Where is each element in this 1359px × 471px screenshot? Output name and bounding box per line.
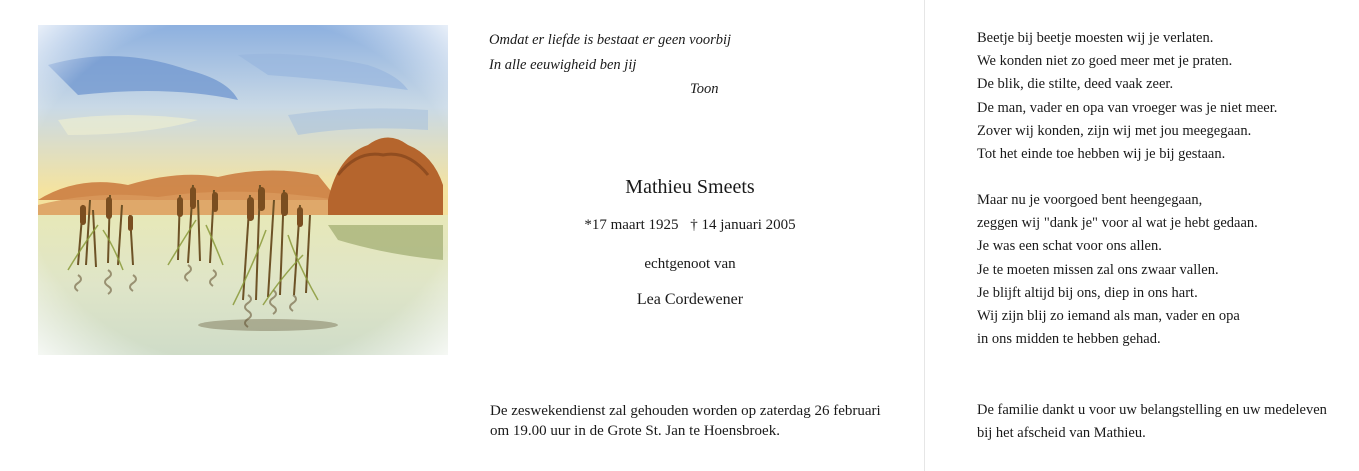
quote-author: Toon [690,81,719,97]
fold-line [924,0,925,471]
poem-line: Maar nu je voorgoed bent heengegaan, [977,192,1203,208]
deceased-name: Mathieu Smeets [625,176,755,198]
birth-date: *17 maart 1925 [584,217,679,233]
thanks-line: De familie dankt u voor uw belangstelling en uw medeleven [977,402,1327,418]
watercolor-lake-painting [38,25,448,355]
service-line: om 19.00 uur in de Grote St. Jan te Hoensbroek. [490,423,780,439]
poem-line: De man, vader en opa van vroeger was je niet meer. [977,99,1278,116]
death-date: † 14 januari 2005 [690,217,796,233]
poem-line: Beetje bij beetje moesten wij je verlaten. [977,30,1214,46]
poem-line: in ons midden te hebben gehad. [977,331,1161,348]
poem-line: Je blijft altijd bij ons, diep in ons hart. [977,284,1198,301]
poem-line: We konden niet zo goed meer met je praten. [977,53,1233,70]
poem-line: zeggen wij "dank je" voor al wat je hebt gedaan. [977,215,1258,232]
poem-line: De blik, die stilte, deed vaak zeer. [977,76,1174,93]
poem-line: Zover wij konden, zijn wij met jou meegegaan. [977,122,1252,139]
quote-line-2: In alle eeuwigheid ben jij [489,57,637,73]
poem-line: Wij zijn blij zo iemand als man, vader en opa [977,308,1240,325]
service-announcement [490,401,881,441]
service-line: De zeswekendienst zal gehouden worden op zaterdag 26 februari [490,403,881,419]
poem-stanza-2 [977,189,1258,351]
poem-stanza-1 [977,27,1277,166]
spouse-name: Lea Cordewener [636,291,744,308]
poem-line: Je te moeten missen zal ons zwaar vallen. [977,261,1219,278]
thanks-line: bij het afscheid van Mathieu. [977,425,1146,441]
family-thanks [977,399,1327,445]
poem-line: Je was een schat voor ons allen. [977,238,1162,255]
poem-line: Tot het einde toe hebben wij je bij gestaan. [977,146,1226,163]
life-dates [490,217,890,234]
quote-line-1: Omdat er liefde is bestaat er geen voorbij [489,32,732,48]
spouse-intro: echtgenoot van [644,256,736,272]
